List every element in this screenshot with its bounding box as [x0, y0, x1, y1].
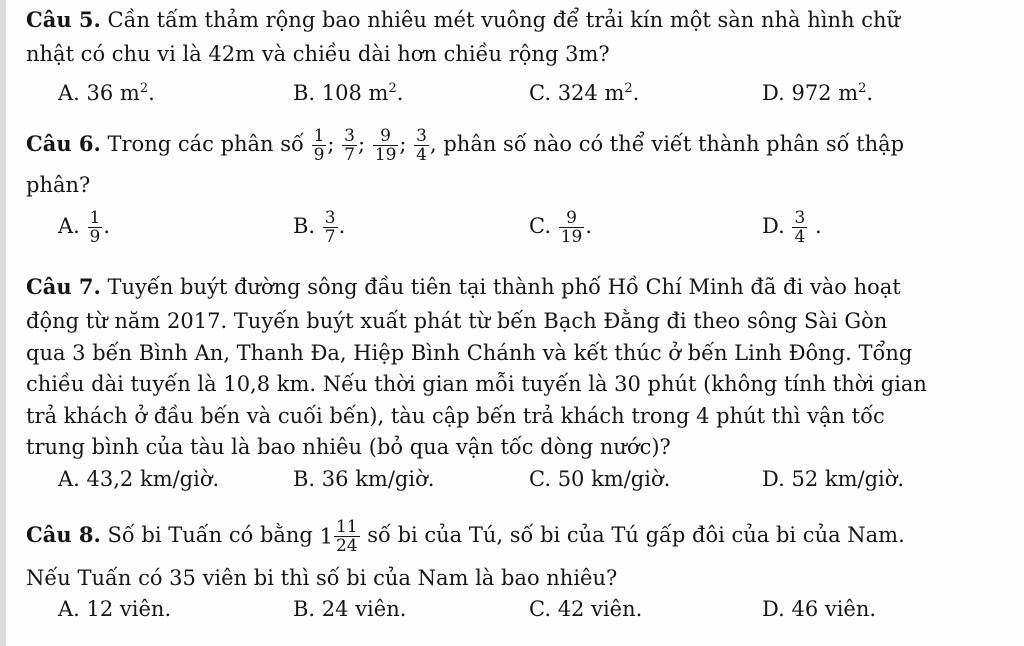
q7-line-2: động từ năm 2017. Tuyến buýt xuất phát từ bến Bạch Đằng đi theo sông Sài Gòn: [26, 309, 888, 333]
q7-option-d[interactable]: D. 52 km/giờ.: [762, 467, 905, 491]
q6-text-before: Trong các phân số: [107, 132, 304, 156]
q7-line-5: trả khách ở đầu bến và cuối bến), tàu cập bến trả khách trong 4 phút thì vận tốc: [26, 404, 885, 428]
q8-label: Câu 8.: [26, 522, 101, 547]
q5-text-1: Cần tấm thảm rộng bao nhiêu mét vuông để trải kín một sàn nhà hình chữ: [107, 8, 901, 32]
q7-option-a[interactable]: A. 43,2 km/giờ.: [58, 467, 220, 491]
q5-option-a[interactable]: A. 36 $m^2$.: [58, 81, 155, 105]
page-edge: [0, 0, 6, 646]
q8-option-b[interactable]: B. 24 viên.: [293, 597, 407, 621]
q7-label: Câu 7.: [26, 274, 101, 299]
q6-option-a[interactable]: A. $\frac{1}{9}$ .: [58, 208, 111, 247]
q7-option-b[interactable]: B. 36 km/giờ.: [293, 467, 435, 491]
q8-text-2: Nếu Tuấn có 35 viên bi thì số bi của Nam là bao nhiêu?: [26, 566, 618, 590]
q5-option-c[interactable]: C. 324 $m^2$.: [529, 81, 640, 105]
q7-line-4: chiều dài tuyến là 10,8 km. Nếu thời gian mỗi tuyến là 30 phút (không tính thời gian: [26, 372, 927, 396]
q6-option-c[interactable]: C. $\frac{9}{19}$ .: [529, 208, 593, 247]
q6-line-2: [26, 172, 90, 198]
q8-mixed-whole: 1: [319, 524, 333, 549]
q6-option-b-fraction: $\frac{3}{7}$: [324, 208, 336, 247]
q7-line-1: Câu 7. Tuyến buýt đường sông đầu tiên tại thành phố Hồ Chí Minh đã đi vào hoạt: [26, 274, 901, 299]
q6-option-c-fraction: $\frac{9}{19}$: [560, 208, 583, 247]
q5-line-1: [26, 7, 900, 33]
q6-fraction-4: $\frac{3}{4}$: [416, 126, 427, 165]
q6-fraction-1: $\frac{1}{9}$: [313, 126, 325, 165]
q6-text-2: phân?: [26, 173, 91, 197]
q6-option-d[interactable]: D. $\frac{3}{4}$ .: [762, 208, 822, 247]
q8-line-1: [26, 513, 905, 559]
q5-text-2: nhật có chu vi là 42m và chiều dài hơn chiều rộng 3m?: [26, 42, 610, 66]
q5-option-d[interactable]: D. 972 $m^2$.: [762, 81, 874, 105]
q8-option-c[interactable]: C. 42 viên.: [529, 597, 643, 621]
q8-line-2: [26, 565, 617, 591]
q5-option-b[interactable]: B. 108 $m^2$.: [293, 81, 404, 105]
q8-text-before: Số bi Tuấn có bằng: [107, 523, 313, 547]
q8-option-a[interactable]: A. 12 viên.: [58, 597, 172, 621]
q8-option-d[interactable]: D. 46 viên.: [762, 597, 877, 621]
q8-mixed-fraction: $\frac{11}{24}$: [335, 517, 358, 556]
q8-text-after: số bi của Tú, số bi của Tú gấp đôi của bi của Nam.: [367, 523, 905, 547]
q5-label: Câu 5.: [26, 7, 101, 32]
q7-line-6: trung bình của tàu là bao nhiêu (bỏ qua vận tốc dòng nước)?: [26, 435, 671, 459]
q6-option-d-fraction: $\frac{3}{4}$: [794, 208, 806, 247]
q6-line-1: Câu 6. Trong các phân số $\frac{1}{9}$ ; $\frac{3}{7}$ ; $\frac{9}{19}$ ; $\frac{3}{4}$ , phân số nào có thể viết thành phân số thập: [26, 126, 905, 165]
q6-text-after: , phân số nào có thể viết thành phân số thập: [430, 132, 905, 156]
q7-line-3: qua 3 bến Bình An, Thanh Đa, Hiệp Bình Chánh và kết thúc ở bến Linh Đông. Tổng: [26, 341, 913, 365]
q6-fraction-2: $\frac{3}{7}$: [344, 126, 355, 165]
q6-option-b[interactable]: B. $\frac{3}{7}$ .: [293, 208, 346, 247]
q6-label: Câu 6.: [26, 131, 101, 156]
q6-option-a-fraction: $\frac{1}{9}$: [89, 208, 101, 247]
q7-option-c[interactable]: C. 50 km/giờ.: [529, 467, 671, 491]
q6-fraction-3: $\frac{9}{19}$: [374, 126, 397, 165]
q5-line-2: [26, 41, 610, 67]
